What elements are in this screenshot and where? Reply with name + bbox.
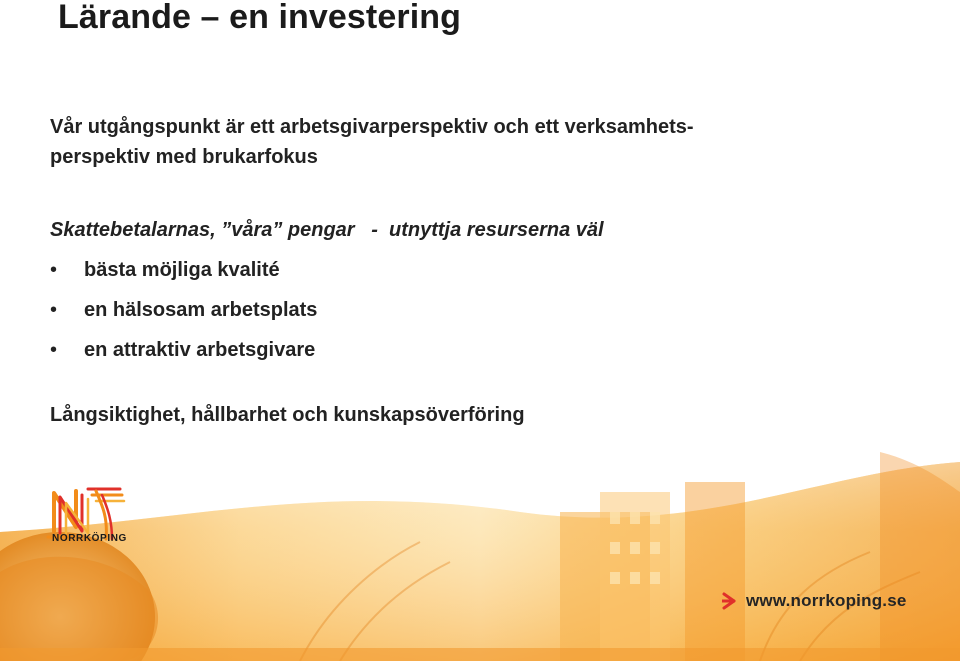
bullet-item: [50, 299, 317, 322]
bullet-text: en attraktiv arbetsgivare: [84, 339, 316, 361]
footer-banner: [0, 452, 960, 661]
bullet-item: [50, 339, 315, 362]
bullet-item: [50, 259, 280, 282]
bullet-dot: •: [50, 299, 58, 321]
website-url: www.norrkoping.se: [746, 591, 907, 610]
paragraph-1-line-2: perspektiv med brukarfokus: [50, 146, 318, 168]
bullet-text: en hälsosam arbetsplats: [84, 299, 318, 321]
bullet-dot: •: [50, 259, 58, 281]
slide-title: Lärande – en investering: [58, 0, 461, 36]
paragraph-2: Skattebetalarnas, ”våra” pengar - utnyttja resurserna väl: [50, 219, 604, 241]
bullet-text: bästa möjliga kvalité: [84, 259, 280, 281]
arrow-right-icon: [722, 592, 738, 610]
paragraph-3: Långsiktighet, hållbarhet och kunskapsöverföring: [50, 404, 525, 426]
website-link[interactable]: [722, 590, 907, 612]
bullet-dot: •: [50, 339, 58, 361]
logo-wordmark: NORRKÖPING: [52, 533, 127, 544]
paragraph-1-line-1: Vår utgångspunkt är ett arbetsgivarperspektiv och ett verksamhets-: [50, 116, 694, 138]
